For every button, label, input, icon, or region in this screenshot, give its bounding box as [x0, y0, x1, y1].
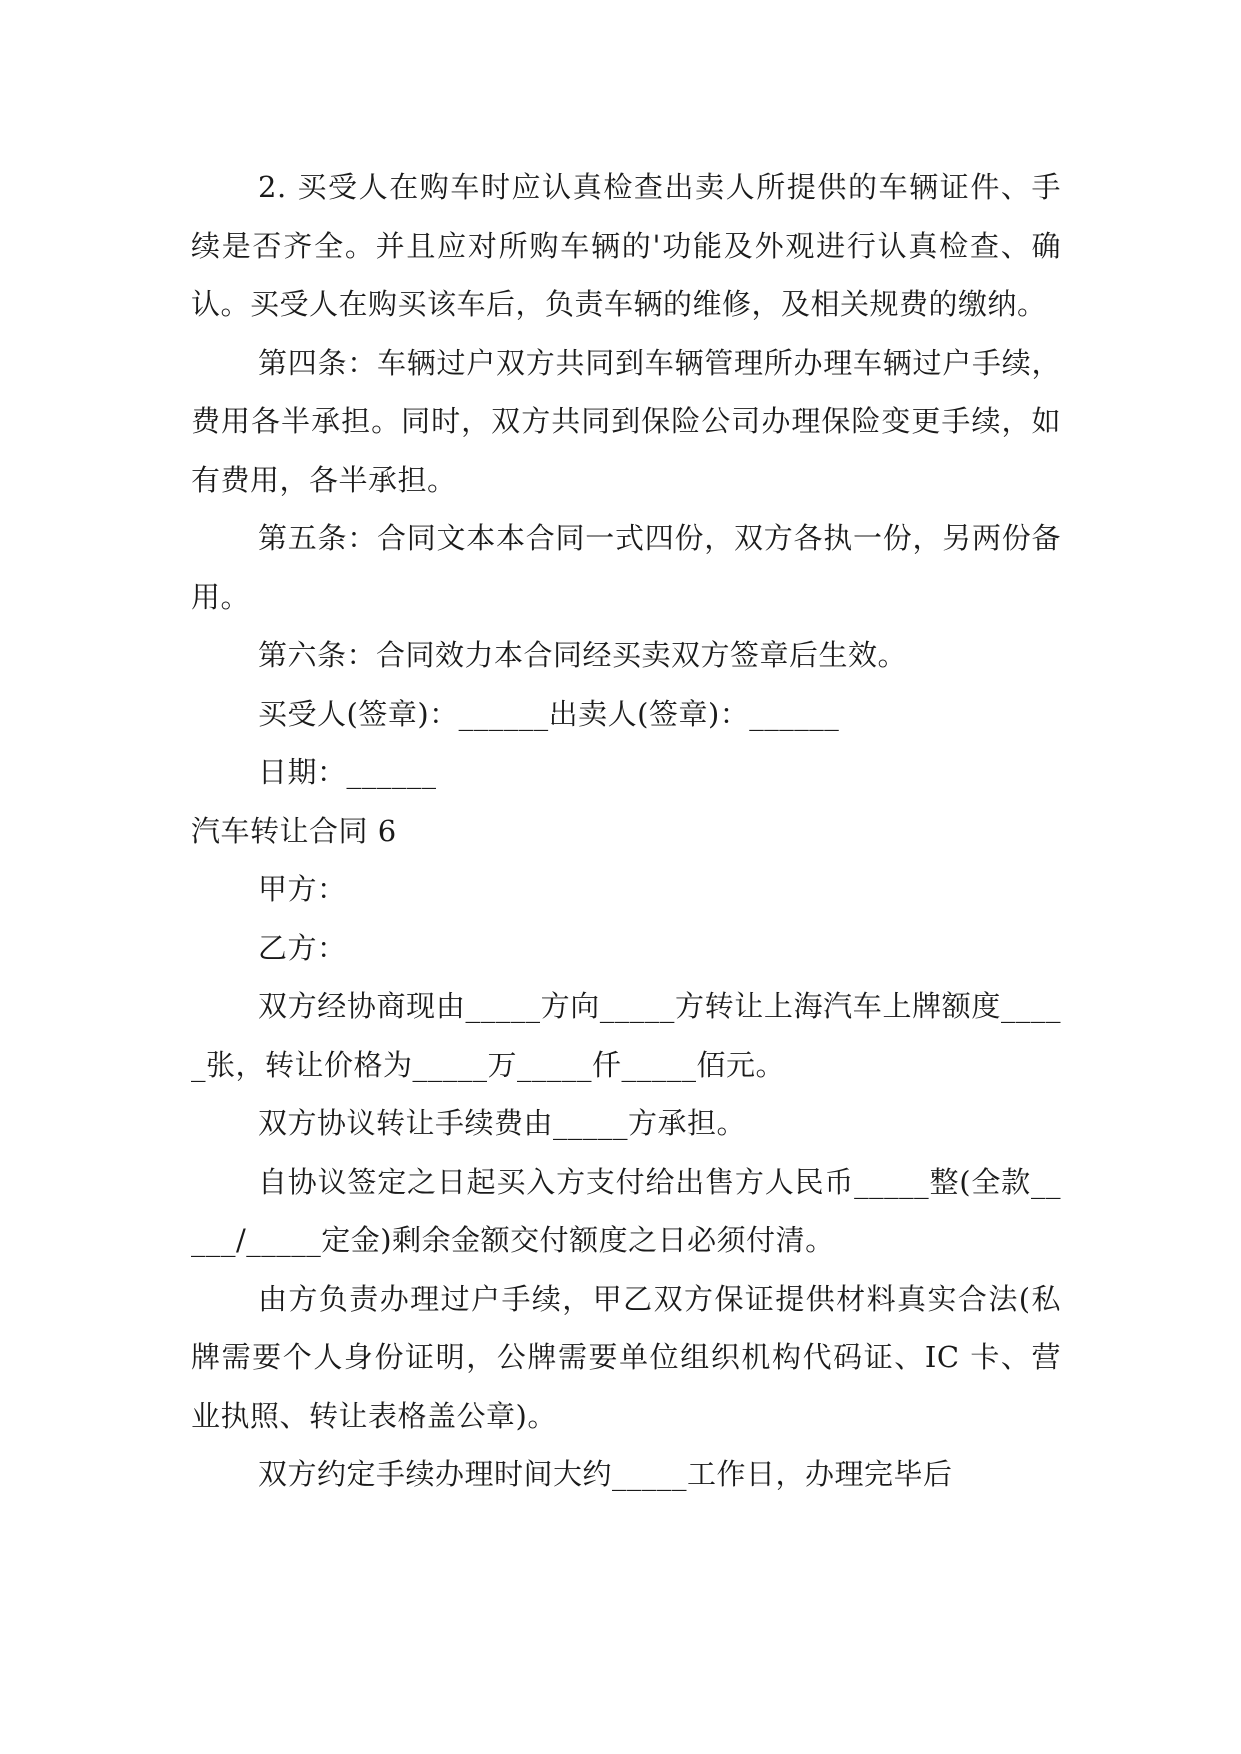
- paragraph-fee: 双方协议转让手续费由_____方承担。: [258, 1106, 747, 1140]
- paragraph-article-5: 第五条：合同文本本合同一式四份，双方各执一份，另两份备用。: [191, 521, 1061, 614]
- paragraph-buyer-inspection: 2. 买受人在购车时应认真检查出卖人所提供的车辆证件、手续是否齐全。并且应对所购车辆的'功能及外观进行认真检查、确认。买受人在购买该车后，负责车辆的维修，及相关规费的缴纳。: [191, 170, 1061, 321]
- paragraph-timeline: 双方约定手续办理时间大约_____工作日，办理完毕后: [258, 1457, 953, 1491]
- document-body: [191, 158, 1061, 1504]
- party-b-line: 乙方：: [258, 930, 347, 965]
- contract-heading: 汽车转让合同 6: [191, 813, 397, 848]
- paragraph-payment: 自协议签定之日起买入方支付给出售方人民币_____整(全款_____/_____定金)剩余金额交付额度之日必须付清。: [191, 1164, 1061, 1257]
- date-line: 日期：______: [258, 755, 437, 789]
- paragraph-article-6: 第六条：合同效力本合同经买卖双方签章后生效。: [258, 638, 908, 672]
- paragraph-article-4: 第四条：车辆过户双方共同到车辆管理所办理车辆过户手续，费用各半承担。同时，双方共同到保险公司办理保险变更手续，如有费用，各半承担。: [191, 345, 1061, 497]
- paragraph-materials: 由方负责办理过户手续，甲乙双方保证提供材料真实合法(私牌需要个人身份证明，公牌需要单位组织机构代码证、IC 卡、营业执照、转让表格盖公章)。: [191, 1281, 1061, 1433]
- party-a-line: 甲方：: [258, 872, 347, 906]
- signature-line: 买受人(签章)：______出卖人(签章)：______: [258, 696, 840, 731]
- paragraph-transfer-terms: 双方经协商现由_____方向_____方转让上海汽车上牌额度_____张，转让价格为_____万_____仟_____佰元。: [191, 989, 1061, 1082]
